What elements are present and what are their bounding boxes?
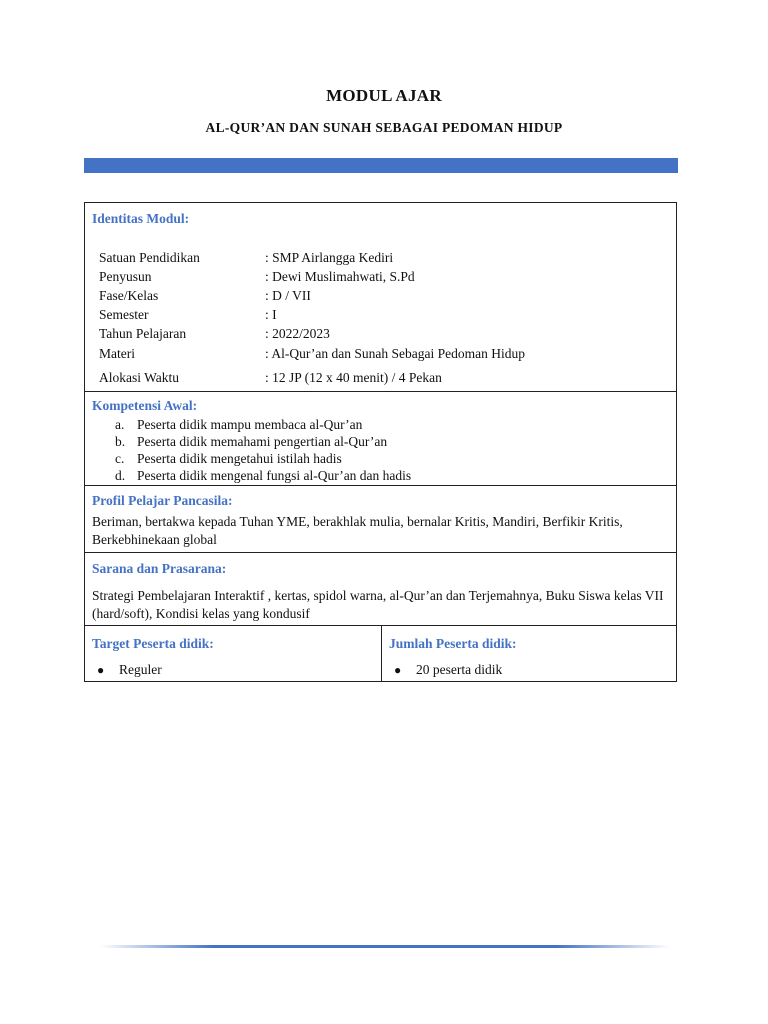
target-heading: Target Peserta didik:: [92, 636, 214, 651]
identitas-label: Alokasi Waktu: [99, 370, 180, 385]
bullet-icon: ●: [97, 663, 105, 677]
header-accent-bar: [84, 158, 678, 173]
identitas-label: Tahun Pelajaran: [99, 326, 187, 341]
list-item-text: Peserta didik mampu membaca al-Qur’an: [137, 417, 363, 432]
jumlah-value: 20 peserta didik: [416, 662, 503, 677]
list-marker: a.: [115, 417, 125, 432]
target-bullet: [97, 662, 162, 678]
bullet-icon: ●: [394, 663, 402, 677]
target-value: Reguler: [119, 662, 162, 677]
list-marker: c.: [115, 451, 125, 466]
kompetensi-heading: Kompetensi Awal:: [92, 398, 198, 413]
sarana-section: [85, 553, 676, 626]
kompetensi-list: [115, 416, 411, 484]
identitas-value: : 12 JP (12 x 40 menit) / 4 Pekan: [265, 370, 442, 385]
kompetensi-section: [85, 392, 676, 486]
identitas-value: : Dewi Muslimahwati, S.Pd: [265, 269, 415, 284]
list-item: [115, 433, 411, 450]
identitas-label: Semester: [99, 307, 149, 322]
list-item: [115, 416, 411, 433]
document-title: MODUL AJAR: [326, 86, 442, 105]
identitas-label: Materi: [99, 346, 135, 361]
profil-text: Beriman, bertakwa kepada Tuhan YME, berakhlak mulia, bernalar Kritis, Mandiri, Berfikir Kritis, Berkebhinekaan global: [92, 514, 623, 547]
list-marker: d.: [115, 468, 126, 483]
target-column: [85, 626, 382, 681]
jumlah-column: [382, 626, 676, 681]
list-item-text: Peserta didik mengenal fungsi al-Qur’an dan hadis: [137, 468, 412, 483]
identitas-value: : Al-Qur’an dan Sunah Sebagai Pedoman Hidup: [265, 346, 525, 361]
list-item: [115, 467, 411, 484]
identitas-value: : D / VII: [265, 288, 311, 303]
list-item-text: Peserta didik mengetahui istilah hadis: [137, 451, 342, 466]
jumlah-bullet: [394, 662, 502, 678]
footer-divider: [100, 945, 670, 948]
sarana-text: Strategi Pembelajaran Interaktif , kertas, spidol warna, al-Qur’an dan Terjemahnya, Buku Siswa kelas VII (hard/soft), Kondisi kelas yang kondusif: [92, 588, 664, 621]
module-table: [84, 202, 677, 682]
jumlah-heading: Jumlah Peserta didik:: [389, 636, 517, 651]
identitas-label: Penyusun: [99, 269, 152, 284]
target-section: [85, 626, 676, 681]
profil-section: [85, 486, 676, 553]
identitas-label: Fase/Kelas: [99, 288, 159, 303]
identitas-value: : I: [265, 307, 277, 322]
identitas-label: Satuan Pendidikan: [99, 250, 200, 265]
profil-heading: Profil Pelajar Pancasila:: [92, 493, 233, 508]
list-item: [115, 450, 411, 467]
identitas-heading: Identitas Modul:: [92, 211, 190, 226]
list-marker: b.: [115, 434, 126, 449]
document-subtitle: AL-QUR’AN DAN SUNAH SEBAGAI PEDOMAN HIDUP: [205, 120, 563, 135]
list-item-text: Peserta didik memahami pengertian al-Qur’an: [137, 434, 388, 449]
sarana-heading: Sarana dan Prasarana:: [92, 561, 227, 576]
identitas-value: : SMP Airlangga Kediri: [265, 250, 394, 265]
identitas-value: : 2022/2023: [265, 326, 330, 341]
identitas-section: [85, 203, 676, 392]
